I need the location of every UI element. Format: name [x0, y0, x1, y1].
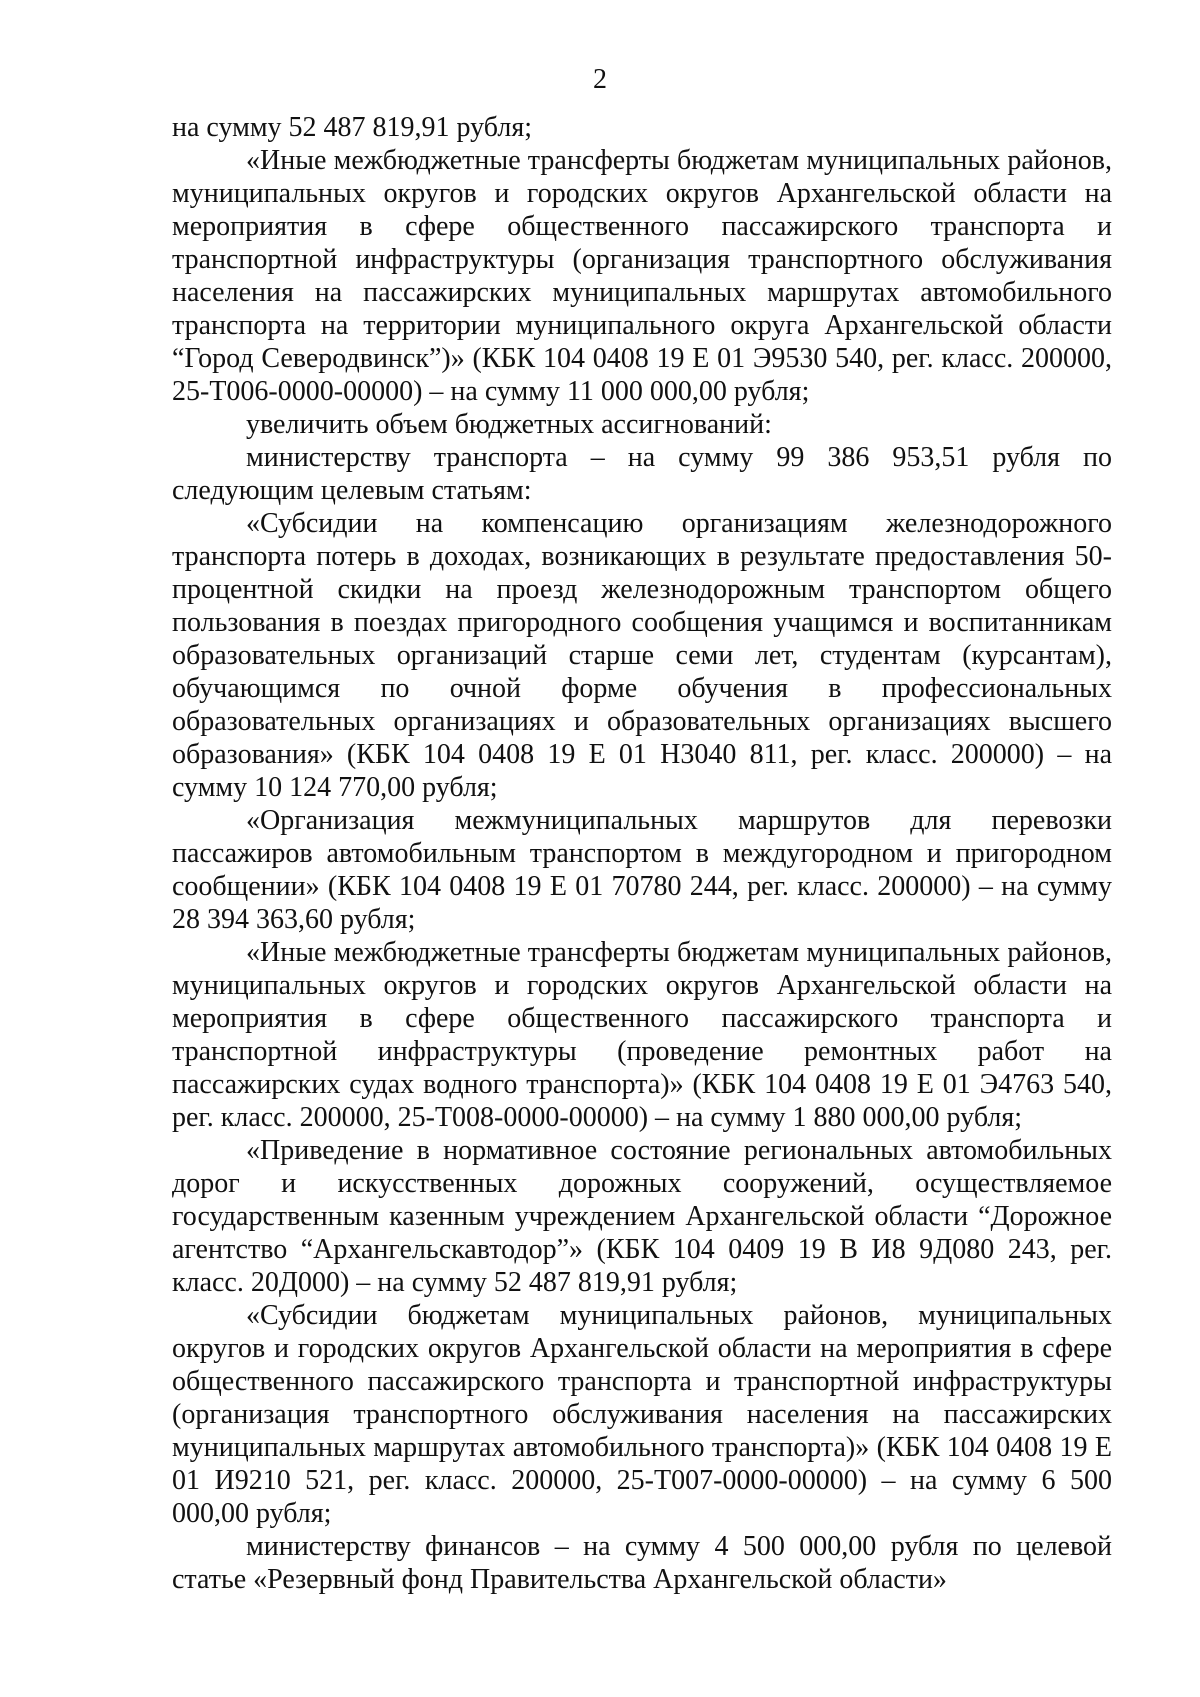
paragraph-rail-subsidies: «Субсидии на компенсацию организациям железнодорожного транспорта потерь в доходах, возникающих в результате предоставления 50-процентной скидки на проезд железнодорожным транспортом общего пользования в поездах пригородного сообщения учащимся и воспитанникам образовательных организаций старше семи лет, студентам (курсантам), обучающимся по очной форме обучения в профессиональных образовательных организациях и образовательных организациях высшего образования» (КБК 104 0408 19 Е 01 Н3040 811, рег. класс. 200000) – на сумму 10 124 770,00 рубля; [172, 508, 1112, 803]
paragraph-amount-continuation: на сумму 52 487 819,91 рубля; [172, 112, 532, 143]
paragraph-ministry-finance: министерству финансов – на сумму 4 500 000,00 рубля по целевой статье «Резервный фонд Правительства Архангельской области» [172, 1531, 1112, 1595]
paragraph-municipal-subsidies: «Субсидии бюджетам муниципальных районов, муниципальных округов и городских округов Архангельской области на мероприятия в сфере общественного пассажирского транспорта и транспортной инфраструктуры (организация транспортного обслуживания населения на пассажирских муниципальных маршрутах автомобильного транспорта)» (КБК 104 0408 19 Е 01 И9210 521, рег. класс. 200000, 25-Т007-0000-00000) – на сумму 6 500 000,00 рубля; [172, 1300, 1112, 1529]
paragraph-intermunicipal-routes: «Организация межмуниципальных маршрутов для перевозки пассажиров автомобильным транспортом в междугородном и пригородном сообщении» (КБК 104 0408 19 Е 01 70780 244, рег. класс. 200000) – на сумму 28 394 363,60 рубля; [172, 805, 1112, 935]
paragraph-transfers-severodvinsk: «Иные межбюджетные трансферты бюджетам муниципальных районов, муниципальных округов и городских округов Архангельской области на мероприятия в сфере общественного пассажирского транспорта и транспортной инфраструктуры (организация транспортного обслуживания населения на пассажирских муниципальных маршрутах автомобильного транспорта на территории муниципального округа Архангельской области “Город Северодвинск”)» (КБК 104 0408 19 Е 01 Э9530 540, рег. класс. 200000, 25-Т006-0000-00000) – на сумму 11 000 000,00 рубля; [172, 145, 1112, 407]
paragraph-water-transport-repairs: «Иные межбюджетные трансферты бюджетам муниципальных районов, муниципальных округов и городских округов Архангельской области на мероприятия в сфере общественного пассажирского транспорта и транспортной инфраструктуры (проведение ремонтных работ на пассажирских судах водного транспорта)» (КБК 104 0408 19 Е 01 Э4763 540, рег. класс. 200000, 25-Т008-0000-00000) – на сумму 1 880 000,00 рубля; [172, 937, 1112, 1133]
paragraph-increase-allocations: увеличить объем бюджетных ассигнований: [246, 409, 772, 440]
page-number: 2 [593, 64, 607, 95]
paragraph-regional-roads: «Приведение в нормативное состояние региональных автомобильных дорог и искусственных дорожных сооружений, осуществляемое государственным казенным учреждением Архангельской области “Дорожное агентство “Архангельскавтодор”» (КБК 104 0409 19 В И8 9Д080 243, рег. класс. 20Д000) – на сумму 52 487 819,91 рубля; [172, 1135, 1112, 1298]
paragraph-ministry-transport: министерству транспорта – на сумму 99 386 953,51 рубля по следующим целевым статьям: [172, 442, 1112, 506]
document-body [172, 111, 1112, 1596]
